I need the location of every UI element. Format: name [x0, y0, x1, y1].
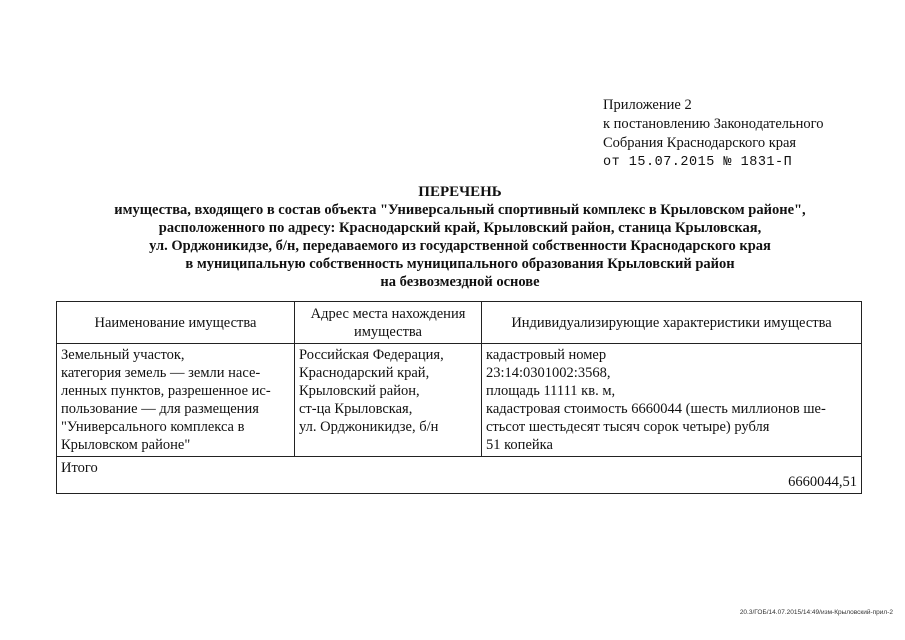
document-heading: ПЕРЕЧЕНЬ — [418, 184, 502, 200]
text-line: ленных пунктов, разрешенное ис- — [61, 383, 271, 399]
appendix-title: Приложение 2 — [603, 97, 692, 113]
text-line: стьсот шестьдесят тысяч сорок четыре) рубля — [486, 419, 770, 435]
text-line: Земельный участок, — [61, 347, 185, 363]
table-header-row — [57, 302, 862, 344]
text-line: площадь 11111 кв. м, — [486, 383, 616, 399]
appendix-block — [603, 96, 824, 172]
cell-address — [295, 344, 482, 457]
header-characteristics: Индивидуализирующие характеристики имущества — [482, 302, 862, 344]
text-line: ст-ца Крыловская, — [299, 401, 413, 417]
text-line: Крыловском районе" — [61, 437, 191, 453]
text-line: Крыловский район, — [299, 383, 420, 399]
text-line: Краснодарский край, — [299, 365, 430, 381]
title-line: расположенного по адресу: Краснодарский край, Крыловский район, станица Крыловская, — [158, 220, 762, 236]
cell-property-name — [57, 344, 295, 457]
total-value: 6660044,51 — [788, 474, 857, 490]
appendix-ref-line: Собрания Краснодарского края — [603, 135, 797, 151]
title-line: в муниципальную собственность муниципального образования Крыловский район — [185, 256, 735, 272]
text-line: "Универсального комплекса в — [61, 419, 245, 435]
document-title — [60, 183, 860, 291]
appendix-ref-line: к постановлению Законодательного — [603, 116, 824, 132]
text-line: 23:14:0301002:3568, — [486, 365, 611, 381]
text-line: кадастровый номер — [486, 347, 607, 363]
total-cell — [57, 457, 862, 494]
title-line: на безвозмездной основе — [380, 274, 540, 290]
text-line: кадастровая стоимость 6660044 (шесть миллионов ше- — [486, 401, 826, 417]
table-row — [57, 344, 862, 457]
appendix-date-number: от 15.07.2015 № 1831-П — [603, 155, 793, 170]
cell-characteristics — [482, 344, 862, 457]
property-table — [56, 301, 862, 494]
header-name: Наименование имущества — [57, 302, 295, 344]
text-line: Российская Федерация, — [299, 347, 444, 363]
footer-file-code: 20.3/ГОБ/14.07.2015/14:49/изм-Крыловский-прил-2 — [739, 609, 893, 616]
text-line: ул. Орджоникидзе, б/н — [299, 419, 439, 435]
title-line: ул. Орджоникидзе, б/н, передаваемого из государственной собственности Краснодарского края — [149, 238, 771, 254]
text-line: 51 копейка — [486, 437, 553, 453]
text-line: пользование — для размещения — [61, 401, 259, 417]
table-total-row — [57, 457, 862, 494]
text-line: категория земель — земли насе- — [61, 365, 261, 381]
title-line: имущества, входящего в состав объекта "Универсальный спортивный комплекс в Крыловском районе", — [114, 202, 806, 218]
total-label: Итого — [61, 460, 98, 476]
header-address: Адрес места нахождения имущества — [295, 302, 482, 344]
